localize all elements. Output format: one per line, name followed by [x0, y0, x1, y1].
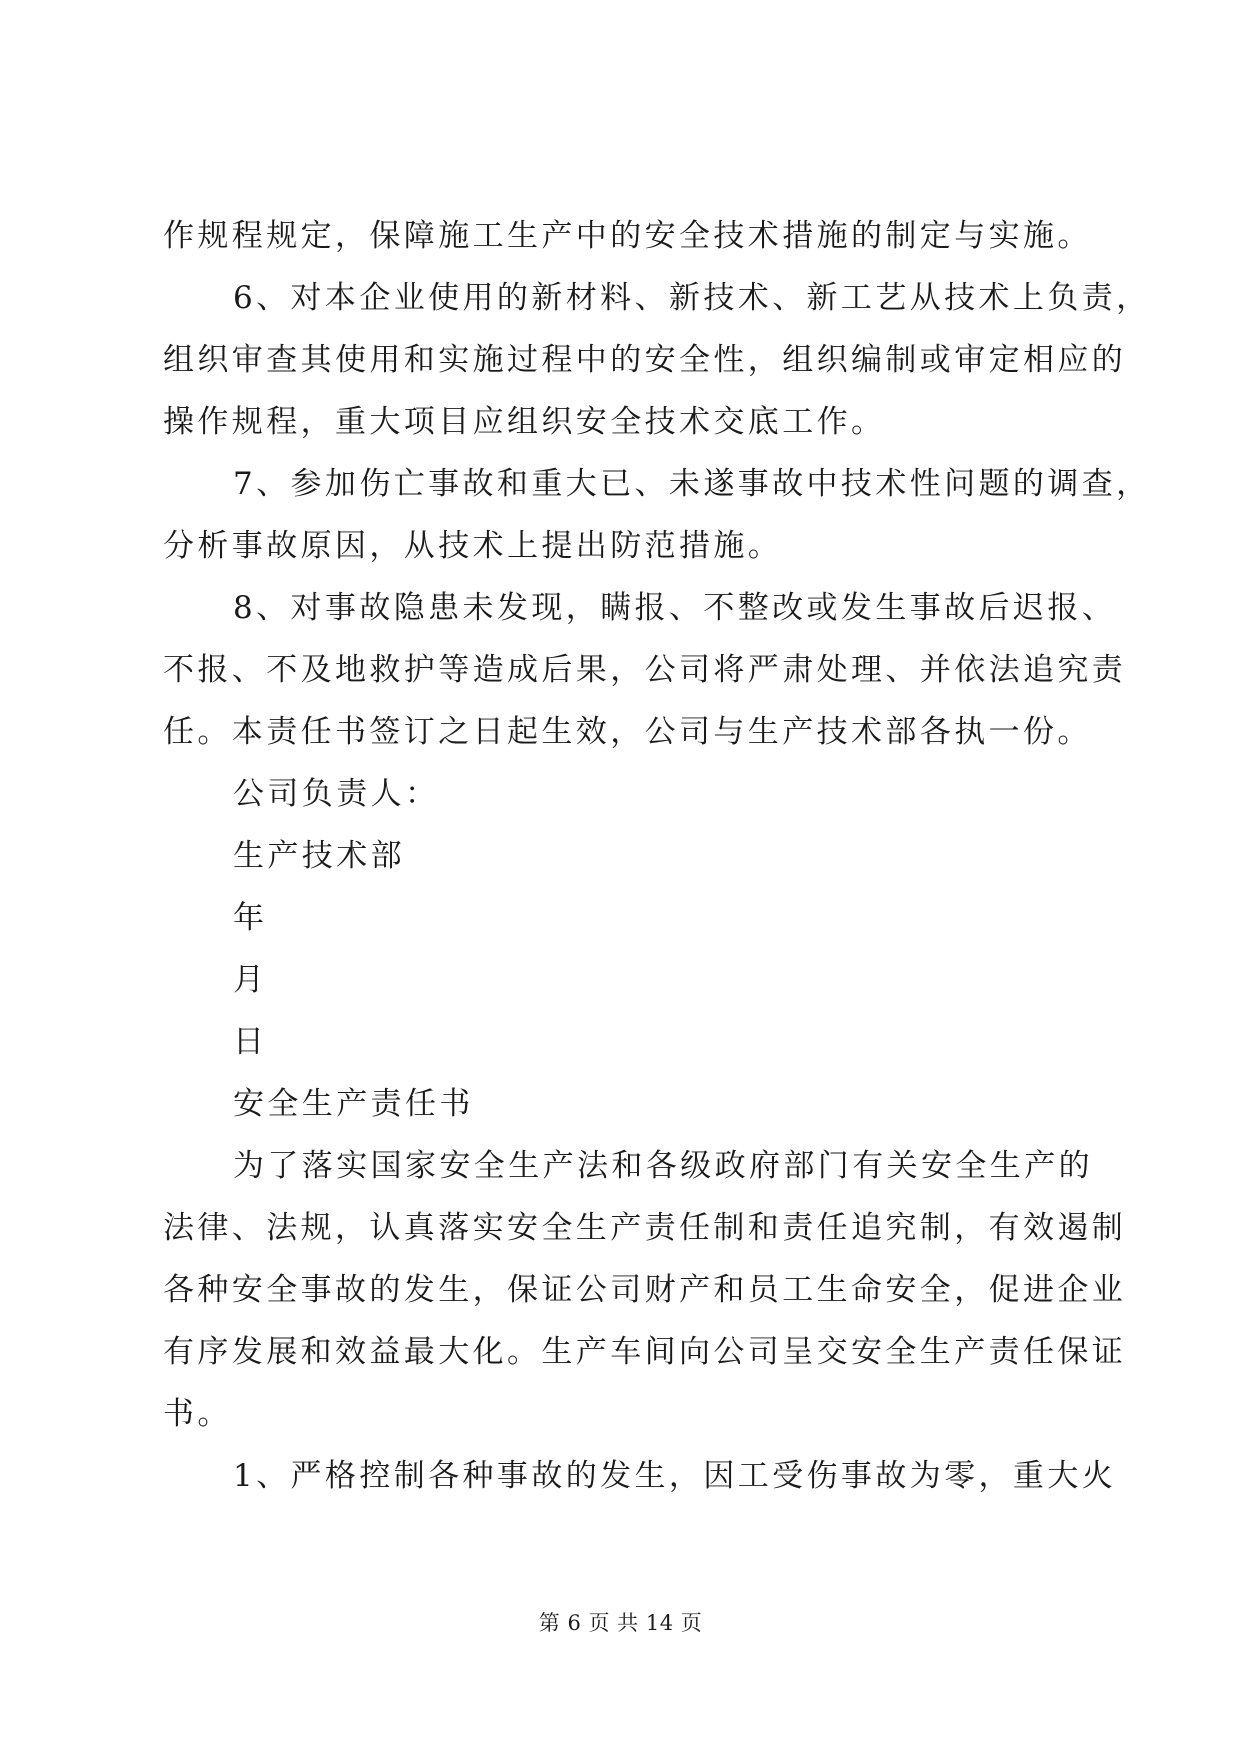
- text-line: 7、参加伤亡事故和重大已、未遂事故中技术性问题的调查，: [233, 466, 1151, 502]
- date-year-label: 年: [233, 900, 268, 936]
- text-line: 8、对事故隐患未发现，瞒报、不整改或发生事故后迟报、: [233, 590, 1117, 626]
- text-line: 法律、法规，认真落实安全生产责任制和责任追究制，有效遏制: [163, 1210, 1127, 1246]
- text-line: 操作规程，重大项目应组织安全技术交底工作。: [163, 404, 886, 440]
- signature-label: 公司负责人：: [233, 776, 440, 812]
- department-label: 生产技术部: [233, 838, 405, 874]
- text-line: 组织审查其使用和实施过程中的安全性，组织编制或审定相应的: [163, 342, 1127, 378]
- date-month-label: 月: [233, 962, 268, 998]
- text-line: 作规程规定，保障施工生产中的安全技术措施的制定与实施。: [163, 218, 1092, 254]
- text-line: 6、对本企业使用的新材料、新技术、新工艺从技术上负责，: [233, 280, 1151, 316]
- text-line: 为了落实国家安全生产法和各级政府部门有关安全生产的: [233, 1148, 1093, 1184]
- text-line: 任。本责任书签订之日起生效，公司与生产技术部各执一份。: [163, 714, 1092, 750]
- text-line: 不报、不及地救护等造成后果，公司将严肃处理、并依法追究责: [163, 652, 1127, 688]
- text-line: 书。: [163, 1396, 232, 1432]
- text-line: 分析事故原因，从技术上提出防范措施。: [163, 528, 783, 564]
- page-number-footer: 第 6 页 共 14 页: [538, 1611, 703, 1635]
- text-line: 有序发展和效益最大化。生产车间向公司呈交安全生产责任保证: [163, 1334, 1127, 1370]
- text-line: 各种安全事故的发生，保证公司财产和员工生命安全，促进企业: [163, 1272, 1127, 1308]
- date-day-label: 日: [233, 1024, 268, 1060]
- section-title: 安全生产责任书: [233, 1086, 474, 1122]
- text-line: 1、严格控制各种事故的发生，因工受伤事故为零，重大火: [233, 1458, 1117, 1494]
